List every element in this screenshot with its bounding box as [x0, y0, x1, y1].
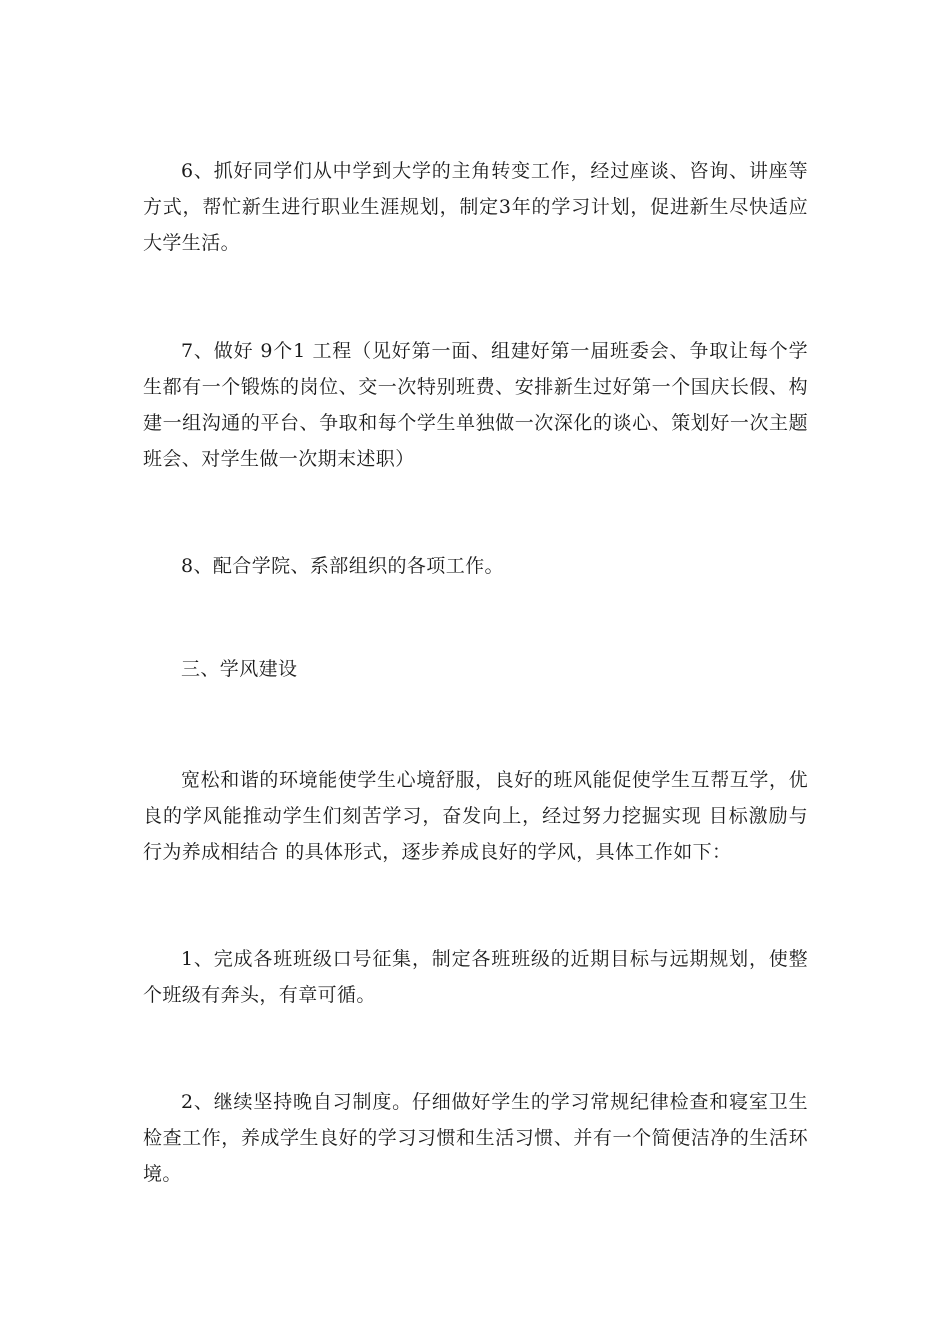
- paragraph-item-7: 7、做好 9个1 工程（见好第一面、组建好第一届班委会、争取让每个学生都有一个锻炼的岗位、交一次特别班费、安排新生过好第一个国庆长假、构建一组沟通的平台、争取和每个学生单独做一次深化的谈心、策划好一次主题班会、对学生做一次期末述职）: [143, 340, 808, 470]
- paragraph-item-1: 1、完成各班班级口号征集，制定各班班级的近期目标与远期规划，使整个班级有奔头，有章可循。: [143, 948, 808, 1006]
- section-heading-study-style: 三、学风建设: [181, 658, 298, 680]
- paragraph-item-8: 8、配合学院、系部组织的各项工作。: [181, 555, 504, 577]
- section-intro-paragraph: 宽松和谐的环境能使学生心境舒服，良好的班风能促使学生互帮互学，优良的学风能推动学生们刻苦学习，奋发向上，经过努力挖掘实现 目标激励与行为养成相结合 的具体形式，逐步养成良好的学风，具体工作如下：: [143, 769, 808, 863]
- paragraph-item-2: 2、继续坚持晚自习制度。仔细做好学生的学习常规纪律检查和寝室卫生检查工作，养成学生良好的学习习惯和生活习惯、并有一个简便洁净的生活环境。: [143, 1091, 808, 1185]
- paragraph-item-6: 6、抓好同学们从中学到大学的主角转变工作，经过座谈、咨询、讲座等方式，帮忙新生进行职业生涯规划，制定3年的学习计划，促进新生尽快适应大学生活。: [143, 160, 808, 254]
